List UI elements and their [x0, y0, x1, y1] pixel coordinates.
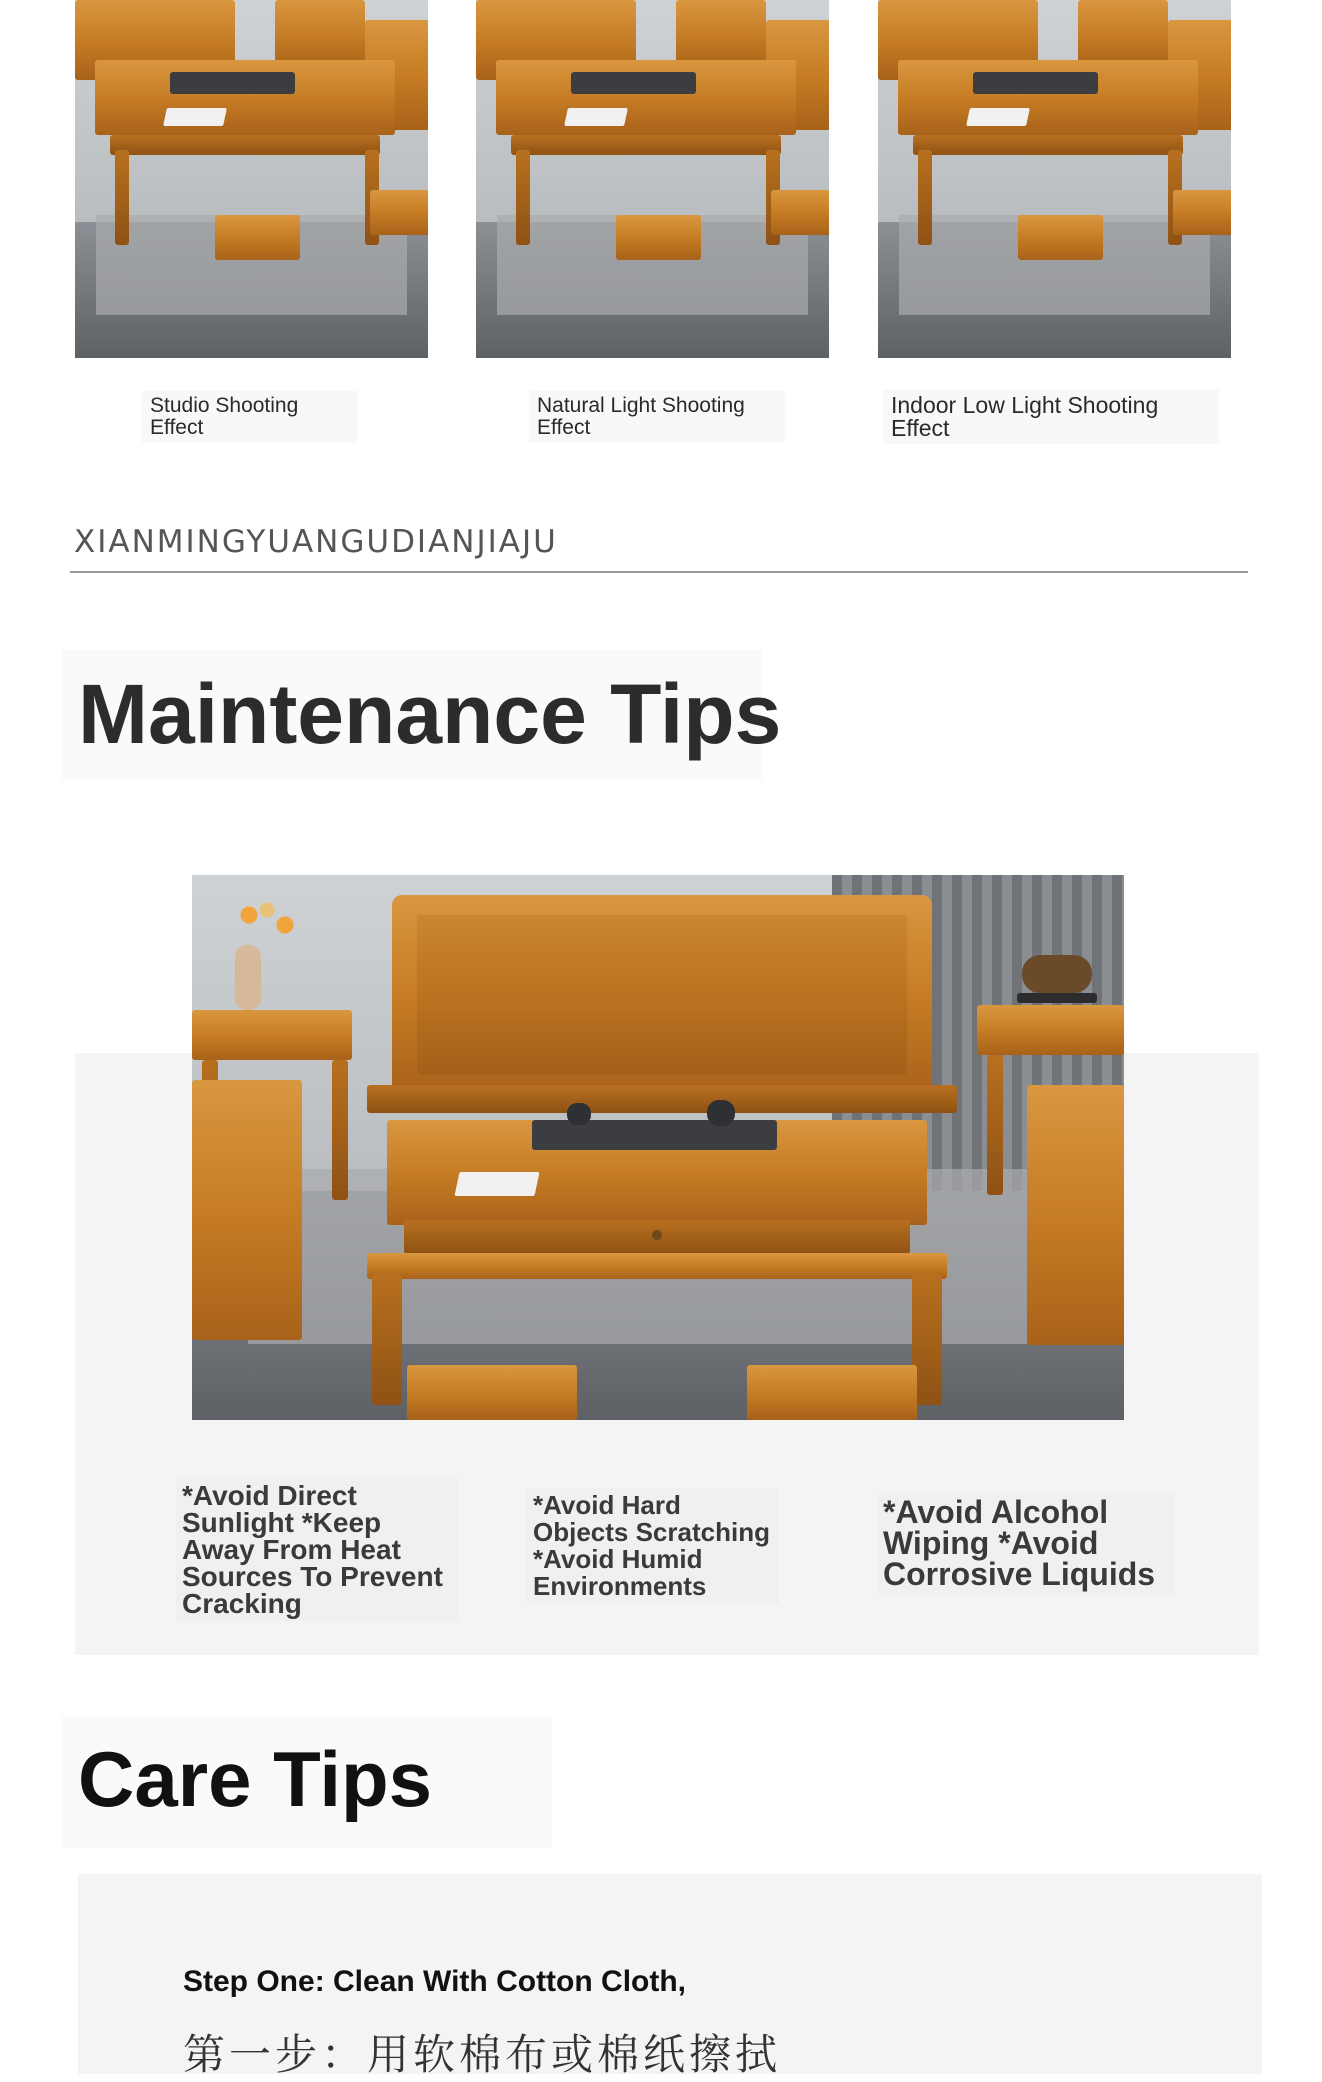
caption-studio: Studio Shooting Effect: [142, 391, 358, 443]
caption-natural-light: Natural Light Shooting Effect: [529, 391, 785, 443]
brand-name: XIANMINGYUANGUDIANJIAJU: [74, 524, 558, 560]
tip-alcohol: *Avoid Alcohol Wiping *Avoid Corrosive Liquids: [877, 1493, 1174, 1594]
gallery-photo-indoor: [878, 0, 1231, 358]
step-one-text-cn: 第一步：用软棉布或棉纸擦拭: [183, 2030, 782, 2079]
maintenance-title: Maintenance Tips: [78, 667, 782, 761]
caption-indoor-low-light: Indoor Low Light Shooting Effect: [883, 390, 1219, 444]
tip-sunlight: *Avoid Direct Sunlight *Keep Away From Heat Sources To Prevent Cracking: [176, 1478, 458, 1621]
divider: [70, 571, 1248, 573]
care-title: Care Tips: [78, 1735, 433, 1823]
gallery-photo-natural: [476, 0, 829, 358]
step-one-text: Step One: Clean With Cotton Cloth,: [183, 1965, 687, 1998]
tip-scratching: *Avoid Hard Objects Scratching *Avoid Humid Environments: [527, 1488, 779, 1604]
gallery-photo-studio: [75, 0, 428, 358]
maintenance-photo: [192, 875, 1124, 1420]
